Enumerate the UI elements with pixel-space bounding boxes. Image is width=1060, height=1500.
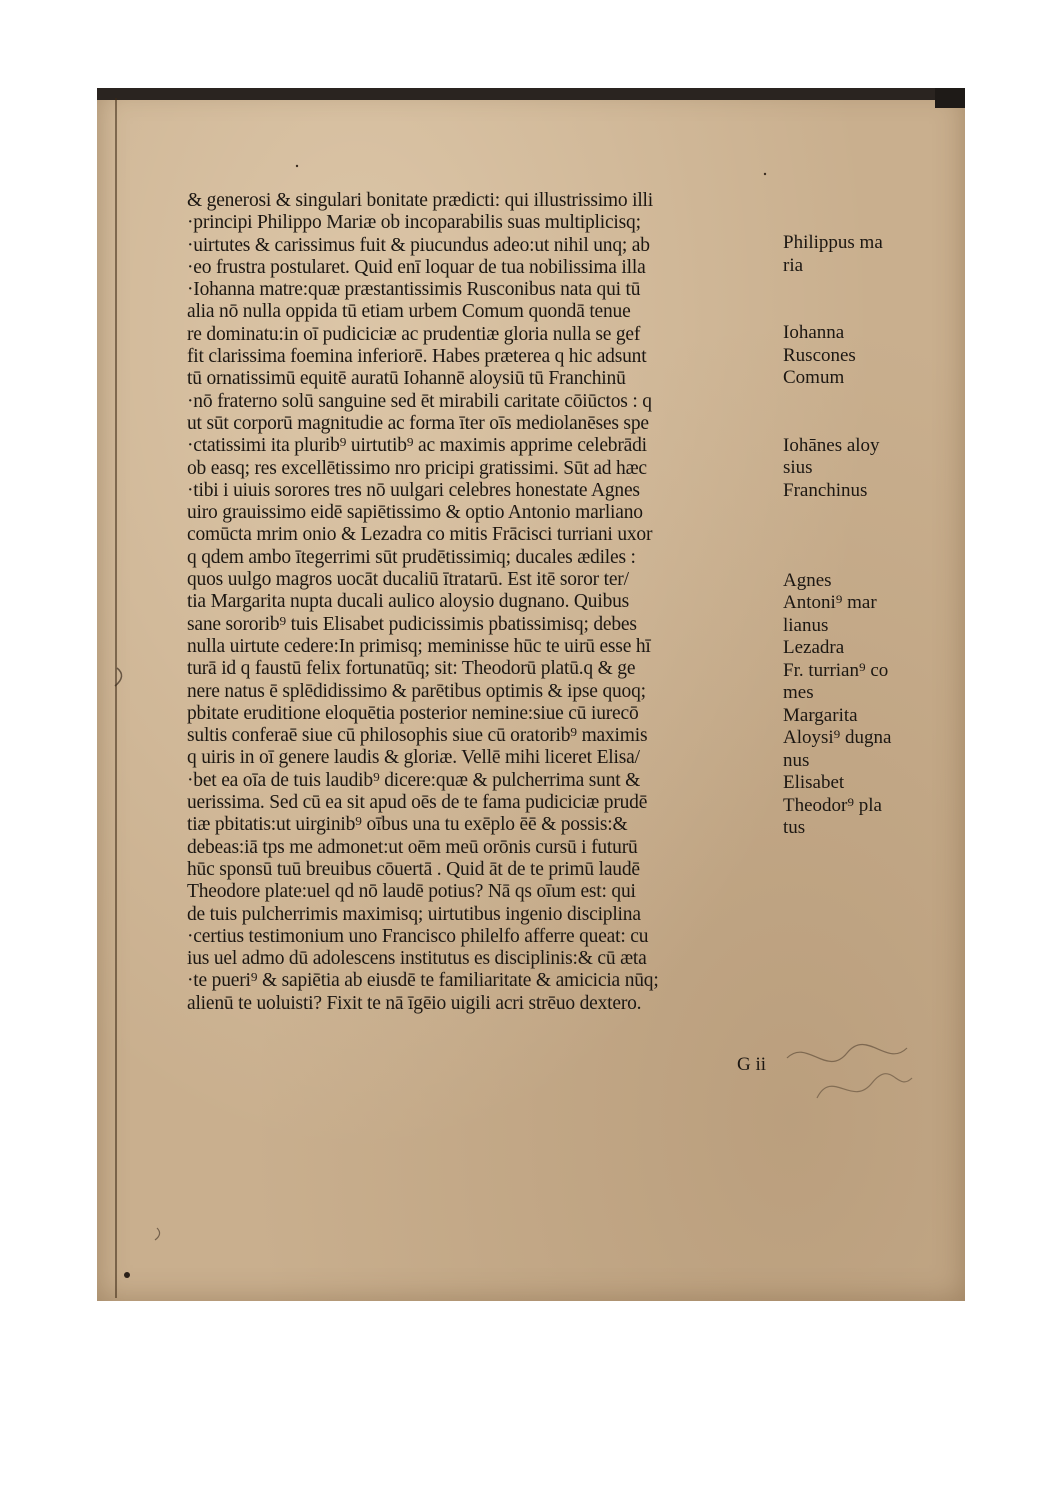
margin-note: sius — [783, 457, 813, 478]
text-line: quos uulgo magros uocāt ducaliū ītratarū. Est itē soror ter/ — [187, 569, 629, 591]
margin-note: nus — [783, 749, 810, 771]
text-line: ·te pueri⁹ & sapiētia ab eiusdē te familiaritate & amicicia nūq; — [187, 970, 659, 992]
text-line: ·Iohanna matre:quæ præstantissimis Rusconibus nata qui tū — [187, 279, 641, 301]
text-line: debeas:iā tps me admonet:ut oēm meū orōnis cursū i futurū — [187, 836, 638, 858]
margin-note: Comum — [783, 367, 845, 388]
scanned-page — [97, 88, 965, 1301]
text-line: ·uirtutes & carissimus fuit & piucundus adeo:ut nihil unq; ab — [187, 234, 650, 256]
margin-note: Iohānes aloy — [783, 434, 880, 456]
margin-note: Theodor⁹ pla — [783, 794, 882, 816]
text-line: tiæ pbitatis:ut uirginib⁹ oībus una tu exēplo ēē & possis:& — [187, 814, 628, 836]
paper-specks — [97, 88, 965, 1301]
margin-note: Lezadra — [783, 637, 845, 658]
text-line: Theodore plate:uel qd nō laudē potius? Nā qs oīum est: qui — [187, 881, 636, 903]
text-line: ·ctatissimi ita plurib⁹ uirtutib⁹ ac maximis apprime celebrādi — [187, 435, 647, 457]
text-line: ·bet ea oīa de tuis laudib⁹ dicere:quæ & pulcherrima sunt & — [187, 769, 641, 791]
margin-note: Elisabet — [783, 772, 845, 793]
text-line: nere natus ē splēdidissimo & parētibus optimis & ipse quoq; — [187, 680, 646, 702]
text-line: tia Margarita nupta ducali aulico aloysio dugnano. Quibus — [187, 591, 630, 613]
text-line: uerissima. Sed cū ea sit apud oēs de te fama pudiciciæ prudē — [187, 792, 648, 814]
margin-note: tus — [783, 817, 806, 838]
margin-note: Antoni⁹ mar — [783, 592, 877, 613]
margin-note: Agnes — [783, 569, 832, 591]
margin-note: Margarita — [783, 704, 858, 726]
text-line: ob easq; res excellētissimo nro pricipi gratissimi. Sūt ad hæc — [187, 457, 647, 479]
text-line: ·certius testimonium uno Francisco philelfo afferre queat: cu — [187, 925, 649, 947]
text-line: & generosi & singulari bonitate prædicti: qui illustrissimo illi — [187, 190, 653, 211]
text-line: ·eo frustra postularet. Quid enī loquar de tua nobilissima illa — [187, 256, 646, 278]
text-line: alia nō nulla oppida tū etiam urbem Comum quondā tenue — [187, 301, 631, 323]
margin-note: Fr. turrian⁹ co — [783, 659, 889, 681]
margin-note: ria — [783, 254, 804, 276]
text-line: comūcta mrim onio & Lezadra co mitis Frācisci turriani uxor — [187, 524, 653, 546]
margin-note: Ruscones — [783, 344, 856, 366]
text-line: re dominatu:in oī pudiciciæ ac prudentiæ gloria nulla se gef — [187, 323, 641, 345]
margin-note: mes — [783, 682, 814, 703]
text-line: ius uel admo dū adolescens institutus es disciplinis:& cū æta — [187, 948, 647, 970]
text-line: fit clarissima foemina inferiorē. Habes præterea q hic adsunt — [187, 346, 647, 368]
text-line: alienū te uoluisti? Fixit te nā īgēio uigili acri strēuo dextero. — [187, 992, 642, 1014]
margin-note: Iohanna — [783, 322, 845, 343]
text-line: turā id q faustū felix fortunatūq; sit: Theodorū platū.q & ge — [187, 658, 636, 680]
text-line: q uiris in oī genere laudis & gloriæ. Vellē mihi liceret Elisa/ — [187, 747, 640, 769]
text-line: ·principi Philippo Mariæ ob incoparabilis suas multiplicisq; — [187, 212, 641, 234]
margin-note: lianus — [783, 614, 829, 636]
text-line: ·nō fraterno solū sanguine sed ēt mirabili caritate cōiūctos : q — [187, 390, 652, 412]
text-line: hūc sponsū tuū breuibus cōuertā . Quid āt de te primū laudē — [187, 858, 640, 880]
margin-note: Philippus ma — [783, 232, 883, 253]
margin-note: Aloysi⁹ dugna — [783, 727, 892, 748]
text-line: nulla uirtute cedere:In primisq; meminisse hūc te uirū esse hī — [187, 635, 651, 657]
signature-mark: G ii — [737, 1054, 767, 1075]
text-line: sultis conferaē siue cū philosophis siue cū oratorib⁹ maximis — [187, 725, 648, 747]
text-line: q qdem ambo ītegerrimi sūt prudētissimiq; ducales ædiles : — [187, 546, 636, 568]
text-line: tū ornatissimū equitē auratū Iohannē aloysiū tū Franchinū — [187, 368, 626, 390]
text-line: de tuis pulcherrimis maximisq; uirtutibus ingenio disciplina — [187, 903, 641, 925]
text-line: uiro grauissimo eidē sapiētissimo & optio Antonio marliano — [187, 502, 643, 524]
text-line: ·tibi i uiuis sorores tres nō uulgari celebres honestate Agnes — [187, 479, 640, 501]
text-line: ut sūt corporū magnitudie ac forma īter oīs mediolanēses spe — [187, 412, 649, 434]
text-line: pbitate eruditione eloquētia posterior nemine:siue cū iurecō — [187, 702, 639, 724]
margin-note: Franchinus — [783, 479, 868, 501]
text-line: sane sororib⁹ tuis Elisabet pudicissimis pbatissimisq; debes — [187, 613, 637, 635]
